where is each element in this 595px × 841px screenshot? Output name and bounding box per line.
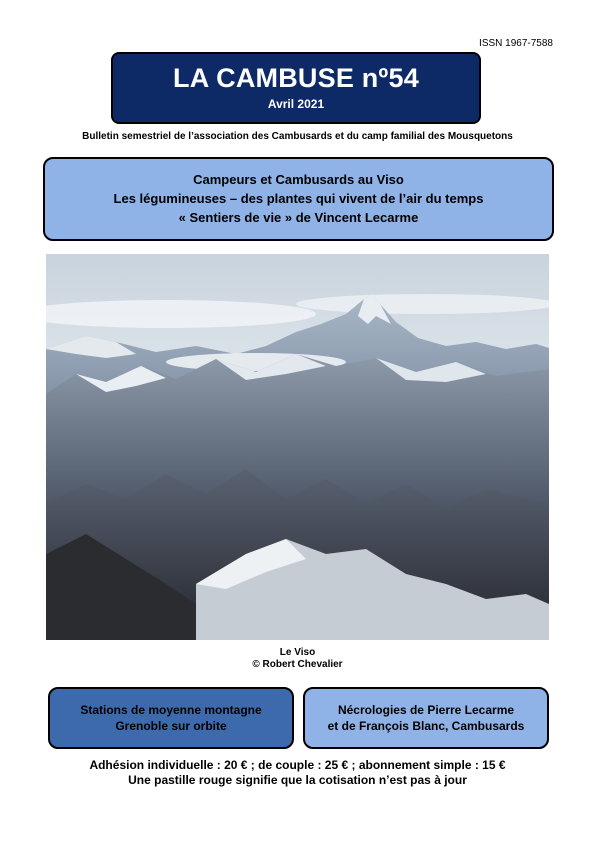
issue-date: Avril 2021	[267, 97, 325, 111]
photo-title: Le Viso	[279, 647, 316, 658]
topic-item: Campeurs et Cambusards au Viso	[193, 172, 404, 187]
photo-credit: © Robert Chevalier	[252, 659, 343, 670]
topics-box	[43, 157, 554, 241]
feature-box-necrologies	[303, 687, 549, 749]
cover-photo-mountain	[46, 254, 549, 640]
feature-box-stations	[48, 687, 294, 749]
bulletin-subtitle: Bulletin semestriel de l’association des Cambusards et du camp familial des Mousquetons	[82, 131, 513, 142]
topic-item: « Sentiers de vie » de Vincent Lecarme	[178, 210, 419, 225]
bulletin-title: LA CAMBUSE nº54	[173, 63, 419, 93]
issn-number: ISSN 1967-7588	[479, 38, 553, 49]
topic-item: Les légumineuses – des plantes qui vivent de l’air du temps	[113, 191, 484, 206]
title-banner	[111, 52, 481, 124]
feature-line: Stations de moyenne montagne	[80, 703, 262, 717]
photo-caption	[0, 647, 595, 671]
feature-line: et de François Blanc, Cambusards	[327, 719, 525, 733]
feature-line: Nécrologies de Pierre Lecarme	[337, 703, 515, 717]
membership-footer	[0, 758, 595, 788]
membership-note: Une pastille rouge signifie que la cotisation n’est pas à jour	[128, 773, 467, 787]
feature-line: Grenoble sur orbite	[115, 719, 227, 733]
membership-fees: Adhésion individuelle : 20 € ; de couple : 25 € ; abonnement simple : 15 €	[89, 758, 506, 772]
